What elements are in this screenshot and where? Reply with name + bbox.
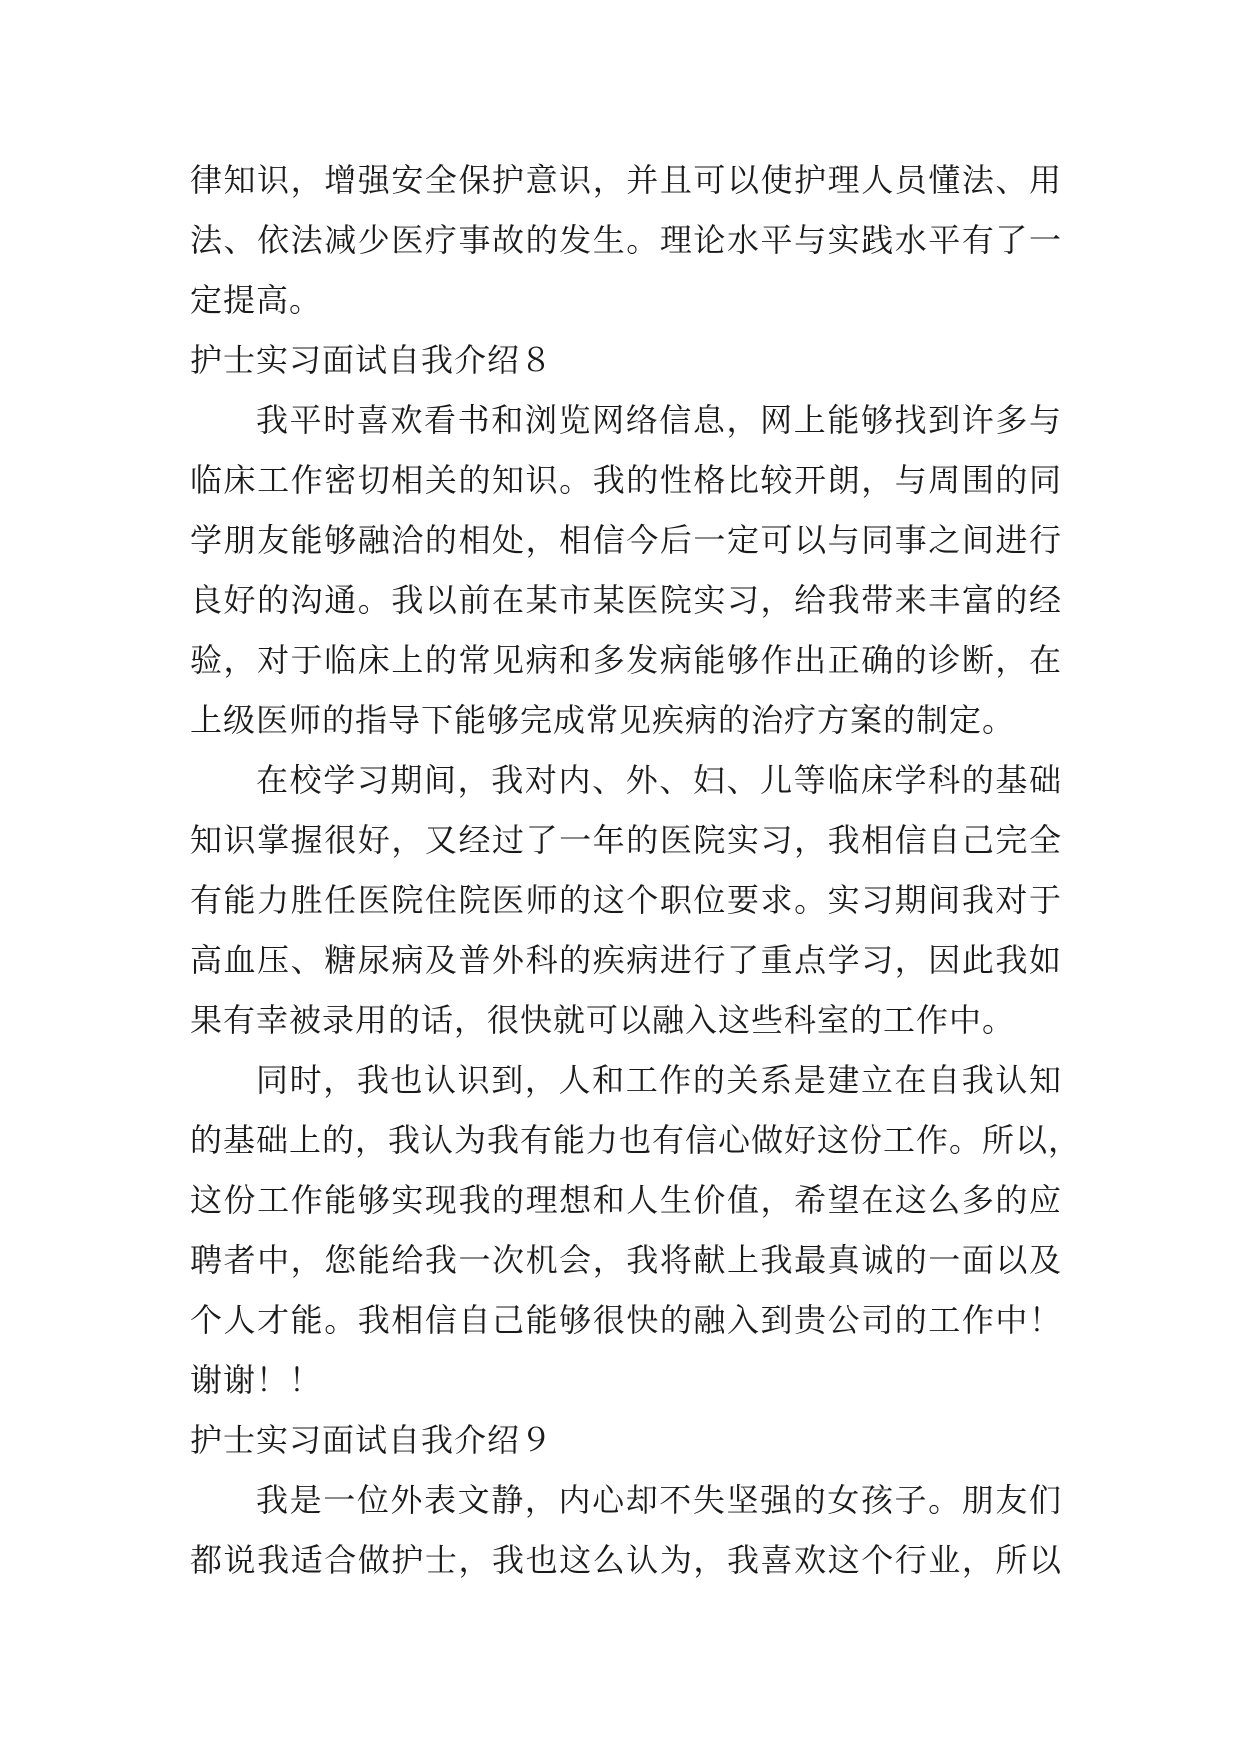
text-line: 高血压、糖尿病及普外科的疾病进行了重点学习，因此我如 [190, 941, 1062, 979]
text-line: 我是一位外表文静，内心却不失坚强的女孩子。朋友们 [256, 1481, 1062, 1519]
paragraph [190, 390, 1062, 750]
text-line: 都说我适合做护士，我也这么认为，我喜欢这个行业，所以 [190, 1541, 1062, 1579]
paragraph [190, 1470, 1062, 1590]
text-line: 在校学习期间，我对内、外、妇、儿等临床学科的基础 [256, 761, 1062, 799]
text-line: 的基础上的，我认为我有能力也有信心做好这份工作。所以， [190, 1121, 1082, 1159]
text-line: 律知识，增强安全保护意识，并且可以使护理人员懂法、用 [190, 161, 1062, 199]
section-heading-8: 护士实习面试自我介绍８ [190, 341, 554, 379]
text-line: 我平时喜欢看书和浏览网络信息，网上能够找到许多与 [256, 401, 1062, 439]
section-heading-9: 护士实习面试自我介绍９ [190, 1421, 554, 1459]
text-line: 这份工作能够实现我的理想和人生价值，希望在这么多的应 [190, 1181, 1062, 1219]
text-line: 知识掌握很好，又经过了一年的医院实习，我相信自己完全 [190, 821, 1062, 859]
document-body [190, 150, 1082, 1590]
text-line: 聘者中，您能给我一次机会，我将献上我最真诚的一面以及 [190, 1241, 1062, 1279]
text-line: 临床工作密切相关的知识。我的性格比较开朗，与周围的同 [190, 461, 1062, 499]
paragraph [190, 1050, 1082, 1410]
text-line: 同时，我也认识到，人和工作的关系是建立在自我认知 [256, 1061, 1062, 1099]
text-line: 谢谢！！ [190, 1361, 323, 1399]
text-line: 果有幸被录用的话，很快就可以融入这些科室的工作中。 [190, 1001, 1016, 1039]
text-line: 有能力胜任医院住院医师的这个职位要求。实习期间我对于 [190, 881, 1062, 919]
text-line: 学朋友能够融洽的相处，相信今后一定可以与同事之间进行 [190, 521, 1062, 559]
text-line: 验，对于临床上的常见病和多发病能够作出正确的诊断，在 [190, 641, 1062, 679]
paragraph-continued [190, 150, 1062, 330]
text-line: 良好的沟通。我以前在某市某医院实习，给我带来丰富的经 [190, 581, 1062, 619]
text-line: 法、依法减少医疗事故的发生。理论水平与实践水平有了一 [190, 221, 1062, 259]
paragraph [190, 750, 1062, 1050]
text-line: 个人才能。我相信自己能够很快的融入到贵公司的工作中！ [190, 1301, 1062, 1339]
text-line: 定提高。 [190, 281, 323, 319]
text-line: 上级医师的指导下能够完成常见疾病的治疗方案的制定。 [190, 701, 1016, 739]
